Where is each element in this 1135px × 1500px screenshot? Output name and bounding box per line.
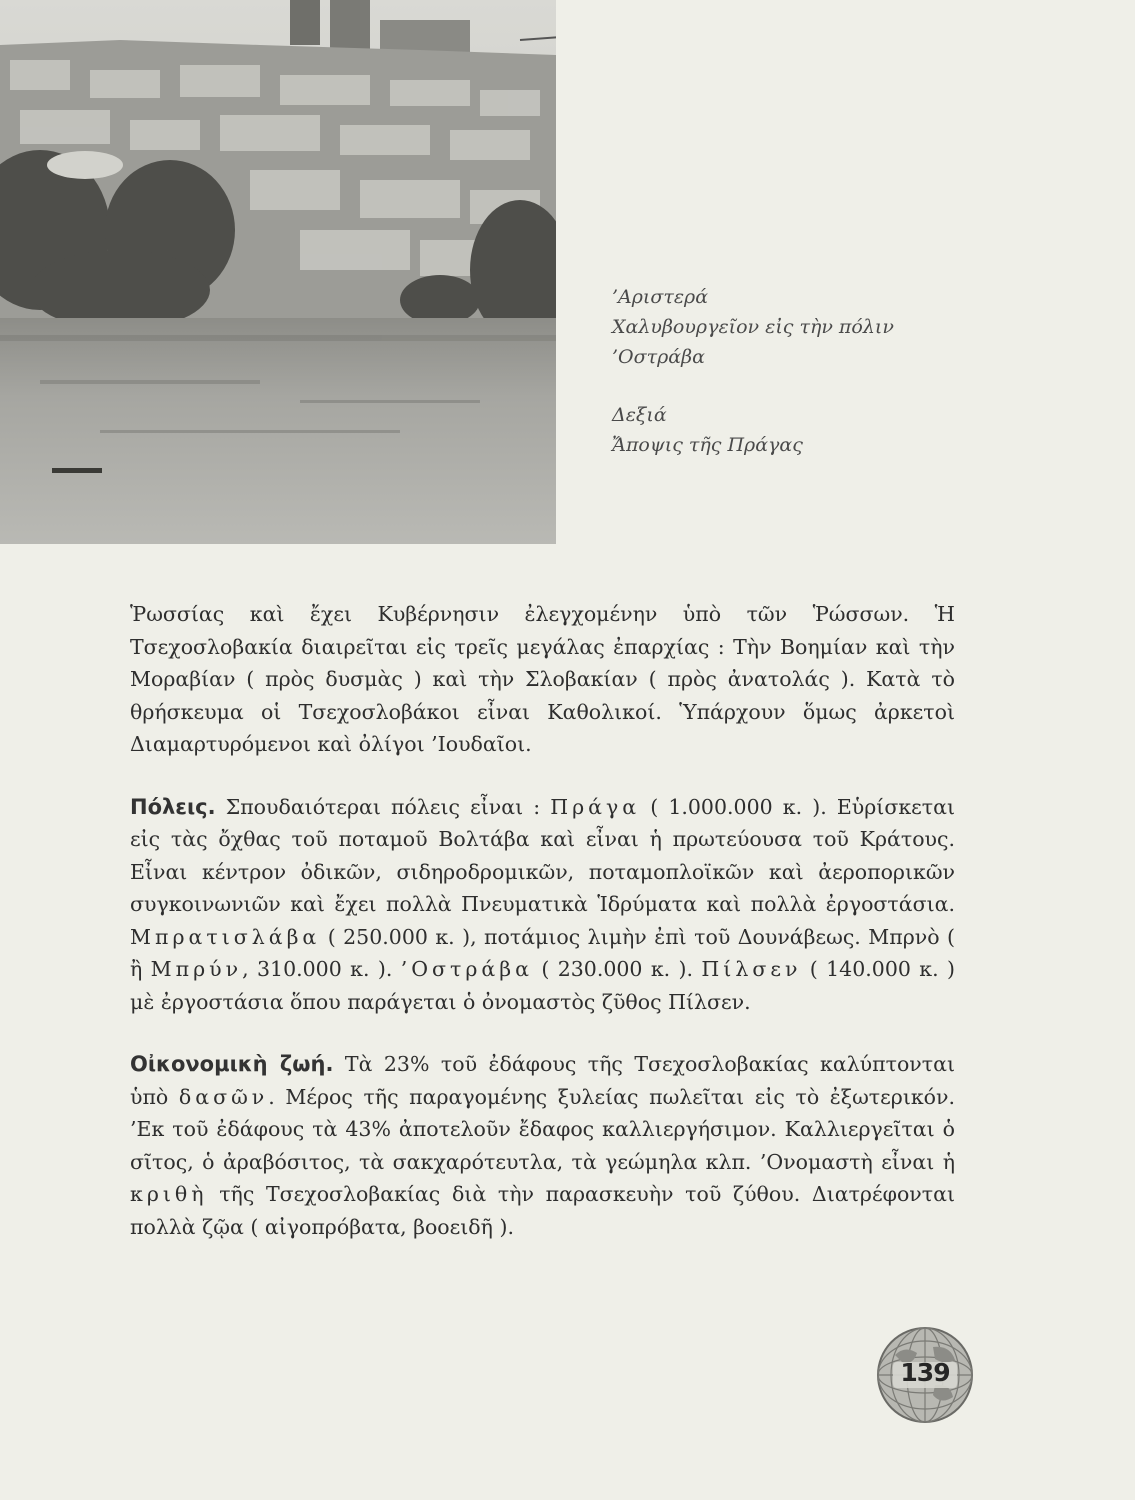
cities-text-2: ( 1.000.000 κ. ). Εὑρίσκεται εἰς τὰς ὄχθας τοῦ ποταμοῦ Βολτάβα καὶ εἶναι ἡ πρωτεύουσα τοῦ Κράτους. Εἶναι κέντρον ὀδικῶν, σιδηροδρομικῶν, ποταμοπλοϊκῶν καὶ ἀεροπορικῶν συγκοινωνιῶν καὶ ἔχει πολλὰ Πνευματικὰ Ἱδρύματα καὶ πολλὰ ἐργοστάσια. [130, 794, 955, 916]
caption-right-text: Ἄποψις τῆς Πράγας [612, 434, 803, 456]
cities-text-6: ( 140.000 κ. ) μὲ ἐργοστάσια ὅπου παράγεται ὁ ὀνομαστὸς ζῦθος Πίλσεν. [130, 957, 955, 1014]
city-prague: Πράγα [550, 794, 641, 819]
caption-left-text: Χαλυβουργεῖον εἰς τὴν πόλιν ’Οστράβα [612, 316, 894, 368]
economy-paragraph [130, 1048, 955, 1243]
cities-heading: Πόλεις. [130, 794, 216, 819]
cities-paragraph [130, 791, 955, 1019]
body-text [130, 598, 955, 1273]
economy-heading: Οἰκονομικὴ ζωή. [130, 1052, 334, 1076]
city-pilsen: Πίλσεν [701, 957, 802, 981]
cities-text-3: ( 250.000 κ. ), ποτάμιος λιμὴν ἐπὶ τοῦ Δουνάβεως. Μπρνὸ ( ἢ [130, 924, 955, 981]
city-brno: Μπρύν [150, 957, 243, 981]
intro-paragraph: Ῥωσσίας καὶ ἔχει Κυβέρνησιν ἐλεγχομένην ὑπὸ τῶν Ῥώσσων. Ἡ Τσεχοσλοβακία διαιρεῖται εἰς τρεῖς μεγάλας ἐπαρχίας : Τὴν Βοημίαν καὶ τὴν Μοραβίαν ( πρὸς δυσμὰς ) καὶ τὴν Σλοβακίαν ( πρὸς ἀνατολάς ). Κατὰ τὸ θρήσκευμα οἱ Τσεχοσλοβάκοι εἶναι Καθολικοί. Ὑπάρχουν ὅμως ἀρκετοὶ Διαμαρτυρόμενοι καὶ ὀλίγοι ’Ιουδαῖοι. [130, 602, 955, 756]
economy-text-3: τῆς Τσεχοσλοβακίας διὰ τὴν παρασκευὴν τοῦ ζύθου. Διατρέφονται πολλὰ ζῷα ( αἰγοπρόβατα, βοοειδῆ ). [130, 1182, 955, 1239]
city-ostrava: ’Οστράβα [400, 957, 533, 981]
photo-captions [595, 282, 895, 460]
prague-river-photo [0, 0, 556, 544]
economy-text-2: . Μέρος τῆς παραγομένης ξυλείας πωλεῖται εἰς τὸ ἐξωτερικόν. ’Εκ τοῦ ἐδάφους τὰ 43% ἀποτελοῦν ἔδαφος καλλιεργήσιμον. Καλλιεργεῖται ὁ σῖτος, ὁ ἀραβόσιτος, τὰ σακχαρότευτλα, τὰ γεώμηλα κλπ. ’Ονομαστὴ εἶναι ἡ [130, 1084, 955, 1174]
caption-left-heading: ’Αριστερά [612, 286, 709, 308]
caption-right-heading: Δεξιά [612, 404, 667, 426]
city-bratislava: Μπρατισλάβα [130, 924, 321, 949]
page-number: 139 [900, 1358, 950, 1387]
page-number-badge [875, 1325, 975, 1425]
economy-text-1: Τὰ 23% τοῦ ἐδάφους τῆς Τσεχοσλοβακίας καλύπτονται ὑπὸ [130, 1052, 955, 1109]
word-barley: κριθὴ [130, 1182, 208, 1206]
cities-text-5: ( 230.000 κ. ). [532, 957, 702, 981]
word-forests: δασῶν [178, 1084, 269, 1109]
cities-text-4: , 310.000 κ. ). [242, 957, 401, 981]
cities-text-1: Σπουδαιότεραι πόλεις εἶναι : [215, 794, 551, 819]
